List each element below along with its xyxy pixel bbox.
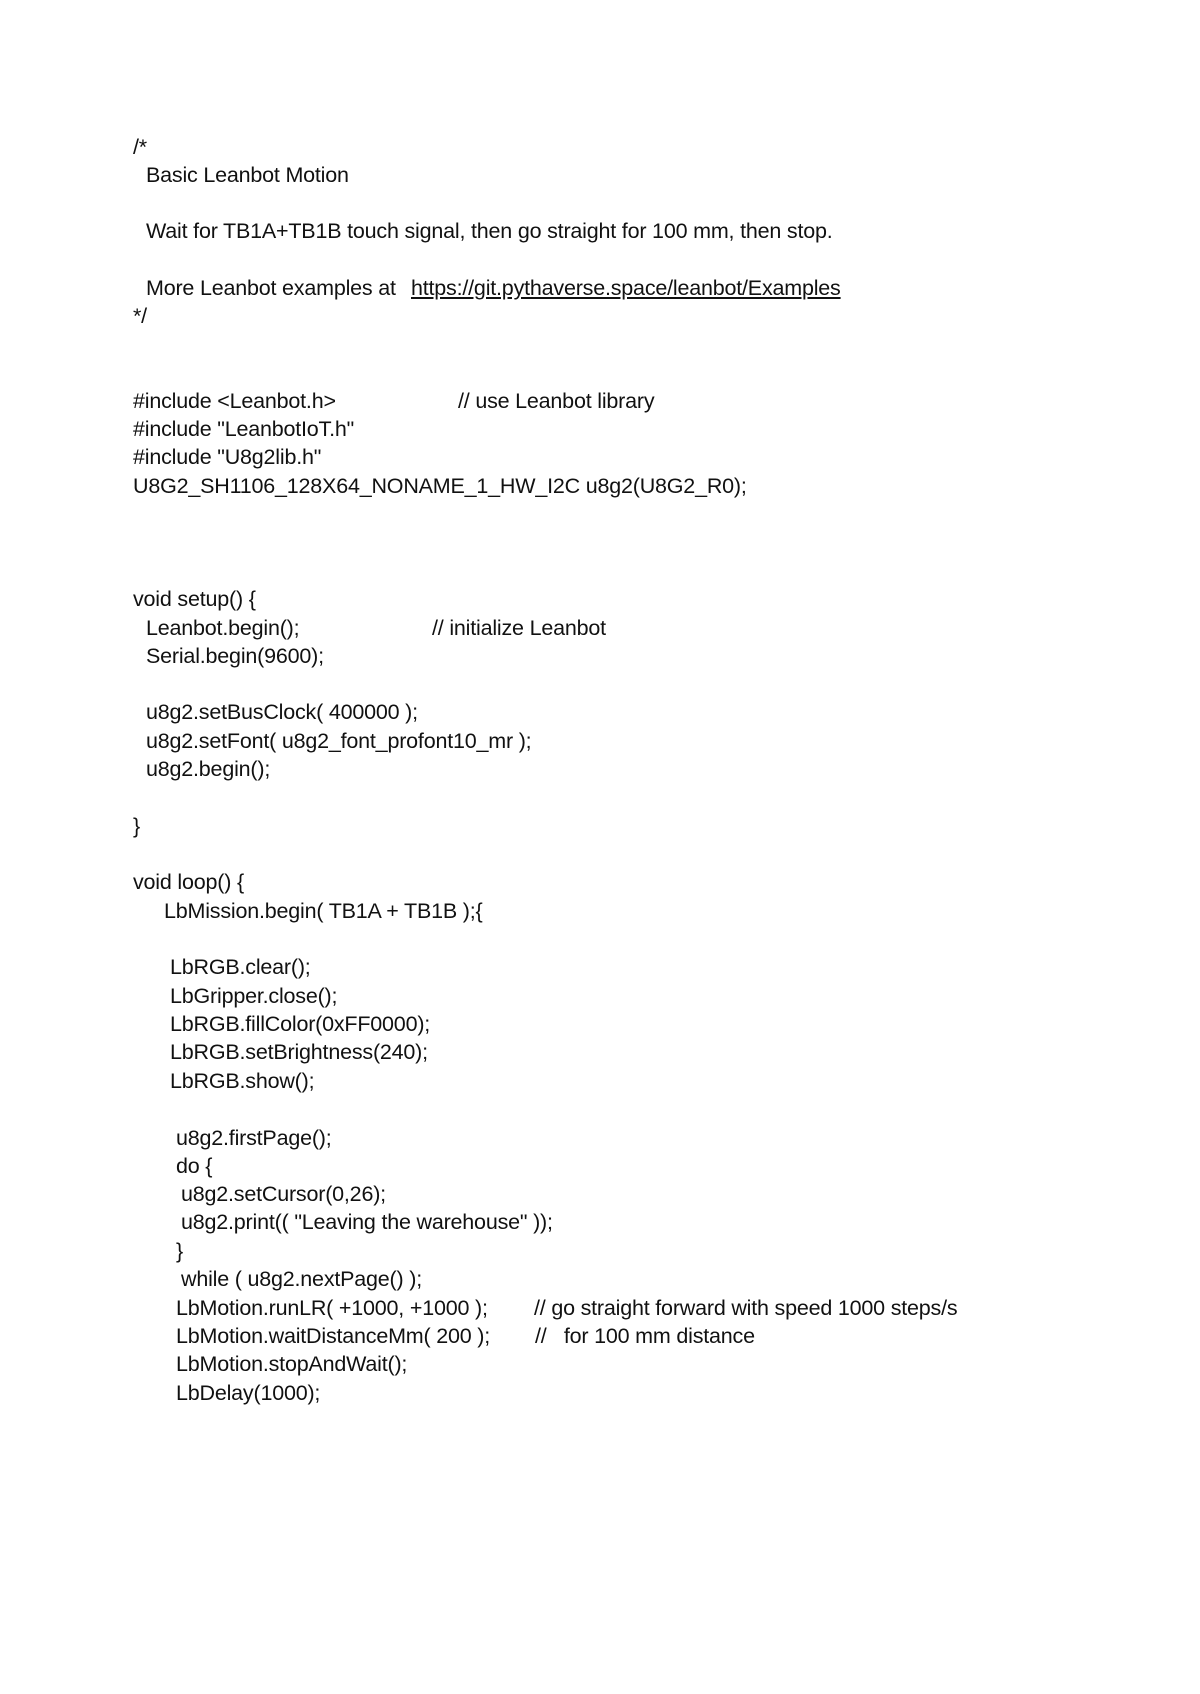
comment-close: */ bbox=[133, 304, 147, 328]
include-leanbot-comment: // use Leanbot library bbox=[458, 389, 655, 413]
loop-wait-distance: LbMotion.waitDistanceMm( 200 ); bbox=[176, 1324, 491, 1348]
include-leanbot-iot: #include "LeanbotIoT.h" bbox=[133, 417, 355, 441]
setup-leanbot-begin-comment: // initialize Leanbot bbox=[432, 616, 606, 640]
include-u8g2lib: #include "U8g2lib.h" bbox=[133, 445, 322, 469]
loop-first-page: u8g2.firstPage(); bbox=[176, 1126, 332, 1150]
more-examples-prefix: More Leanbot examples at bbox=[146, 276, 396, 300]
loop-gripper-close: LbGripper.close(); bbox=[170, 984, 338, 1008]
setup-bus-clock: u8g2.setBusClock( 400000 ); bbox=[146, 700, 418, 724]
loop-delay: LbDelay(1000); bbox=[176, 1381, 321, 1405]
include-leanbot: #include <Leanbot.h> bbox=[133, 389, 336, 413]
loop-signature: void loop() { bbox=[133, 870, 244, 894]
examples-link[interactable]: https://git.pythaverse.space/leanbot/Examples bbox=[411, 276, 841, 300]
loop-mission-begin: LbMission.begin( TB1A + TB1B );{ bbox=[164, 899, 483, 923]
loop-print: u8g2.print(( "Leaving the warehouse" )); bbox=[181, 1210, 553, 1234]
loop-set-cursor: u8g2.setCursor(0,26); bbox=[181, 1182, 386, 1206]
loop-do-close: } bbox=[176, 1239, 183, 1263]
loop-rgb-clear: LbRGB.clear(); bbox=[170, 955, 311, 979]
loop-stop-and-wait: LbMotion.stopAndWait(); bbox=[176, 1352, 408, 1376]
program-description: Wait for TB1A+TB1B touch signal, then go straight for 100 mm, then stop. bbox=[146, 219, 833, 243]
setup-set-font: u8g2.setFont( u8g2_font_profont10_mr ); bbox=[146, 729, 532, 753]
setup-u8g2-begin: u8g2.begin(); bbox=[146, 757, 271, 781]
loop-run-lr: LbMotion.runLR( +1000, +1000 ); bbox=[176, 1296, 488, 1320]
loop-do-open: do { bbox=[176, 1154, 213, 1178]
loop-wait-distance-comment: // for 100 mm distance bbox=[535, 1324, 755, 1348]
loop-rgb-brightness: LbRGB.setBrightness(240); bbox=[170, 1040, 428, 1064]
loop-while-next-page: while ( u8g2.nextPage() ); bbox=[181, 1267, 422, 1291]
setup-serial-begin: Serial.begin(9600); bbox=[146, 644, 324, 668]
u8g2-declaration: U8G2_SH1106_128X64_NONAME_1_HW_I2C u8g2(U8G2_R0); bbox=[133, 474, 747, 498]
setup-signature: void setup() { bbox=[133, 587, 256, 611]
program-title: Basic Leanbot Motion bbox=[146, 163, 349, 187]
comment-open: /* bbox=[133, 135, 147, 159]
setup-close: } bbox=[133, 814, 140, 838]
loop-run-lr-comment: // go straight forward with speed 1000 steps/s bbox=[534, 1296, 958, 1320]
loop-rgb-fill: LbRGB.fillColor(0xFF0000); bbox=[170, 1012, 431, 1036]
loop-rgb-show: LbRGB.show(); bbox=[170, 1069, 315, 1093]
setup-leanbot-begin: Leanbot.begin(); bbox=[146, 616, 300, 640]
